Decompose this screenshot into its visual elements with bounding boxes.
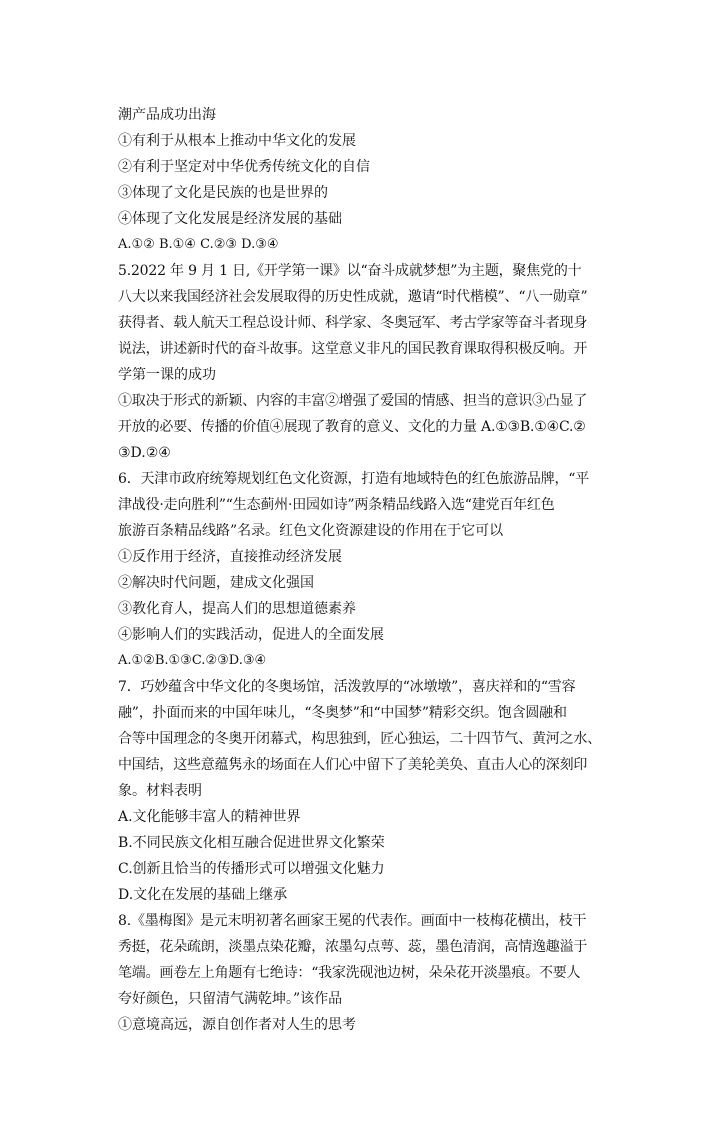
question-7-text: 合等中国理念的冬奥开闭幕式，构思独到，匠心独运，二十四节气、黄河之水、 (118, 731, 601, 747)
question-7-text: 7．巧妙蕴含中华文化的冬奥场馆，活泼敦厚的“冰墩墩”，喜庆祥和的“雪容 (118, 679, 576, 695)
question-5-options: ③D.②④ (118, 445, 171, 461)
question-7-text: 象。材料表明 (118, 783, 202, 799)
answer-option-c: C.创新且恰当的传播形式可以增强文化魅力 (118, 861, 385, 877)
document-body (118, 102, 606, 1038)
answer-choices: A.①②B.①③C.②③D.③④ (118, 653, 267, 668)
question-8-text: 秀挺，花朵疏朗，淡墨点染花瓣，浓墨勾点萼、蕊，墨色清润，高情逸趣溢于 (118, 939, 588, 955)
option-line: ①意境高远，源自创作者对人生的思考 (118, 1017, 356, 1033)
option-line: ③教化育人，提高人们的思想道德素养 (118, 601, 356, 617)
question-8-text: 笔端。画卷左上角题有七绝诗：“我家洗砚池边树，朵朵花开淡墨痕。不要人 (118, 965, 581, 981)
question-7-text: 中国结，这些意蕴隽永的场面在人们心中留下了美轮美奂、直击人心的深刻印 (118, 757, 588, 773)
option-line: ①反作用于经济，直接推动经济发展 (118, 549, 342, 565)
text-line: 潮产品成功出海 (118, 107, 216, 123)
question-5-text: 学第一课的成功 (118, 367, 216, 383)
question-5-text: 说法，讲述新时代的奋斗故事。这堂意义非凡的国民教育课取得积极反响。开 (118, 341, 588, 357)
option-line: ④体现了文化发展是经济发展的基础 (118, 211, 342, 227)
question-5-text: 获得者、载人航天工程总设计师、科学家、冬奥冠军、考古学家等奋斗者现身 (118, 315, 588, 331)
question-5-options: 开放的必要、传播的价值④展现了教育的意义、文化的力量 A.①③B.①④C.② (118, 419, 586, 435)
question-8-text: 8.《墨梅图》是元末明初著名画家王冕的代表作。画面中一枝梅花横出，枝干 (118, 913, 587, 929)
question-8-text: 夸好颜色，只留清气满乾坤。”该作品 (118, 991, 343, 1007)
option-line: ④影响人们的实践活动，促进人的全面发展 (118, 627, 384, 643)
answer-option-a: A.文化能够丰富人的精神世界 (118, 809, 301, 825)
answer-option-b: B.不同民族文化相互融合促进世界文化繁荣 (118, 835, 385, 851)
question-5-text: 5.2022 年 9 月 1 日,《开学第一课》以“奋斗成就梦想”为主题，聚焦党的十 (118, 263, 582, 279)
answer-option-d: D.文化在发展的基础上继承 (118, 887, 288, 903)
option-line: ②有利于坚定对中华优秀传统文化的自信 (118, 159, 370, 175)
answer-choices: A.①② B.①④ C.②③ D.③④ (118, 237, 279, 252)
question-5-text: 八大以来我国经济社会发展取得的历史性成就，邀请“时代楷模”、“八一勋章” (118, 289, 588, 305)
question-5-options: ①取决于形式的新颖、内容的丰富②增强了爱国的情感、担当的意识③凸显了 (118, 393, 588, 409)
question-6-text: 6．天津市政府统筹规划红色文化资源，打造有地域特色的红色旅游品牌，“平 (118, 471, 590, 487)
option-line: ①有利于从根本上推动中华文化的发展 (118, 133, 356, 149)
option-line: ②解决时代问题，建成文化强国 (118, 575, 314, 591)
question-6-text: 旅游百条精品线路”名录。红色文化资源建设的作用在于它可以 (118, 523, 504, 539)
option-line: ③体现了文化是民族的也是世界的 (118, 185, 328, 201)
question-7-text: 融”，扑面而来的中国年味儿，“冬奥梦”和“中国梦”精彩交织。饱含圆融和 (118, 705, 567, 721)
question-6-text: 津战役·走向胜利”“生态蓟州·田园如诗”两条精品线路入选“建党百年红色 (118, 497, 555, 513)
